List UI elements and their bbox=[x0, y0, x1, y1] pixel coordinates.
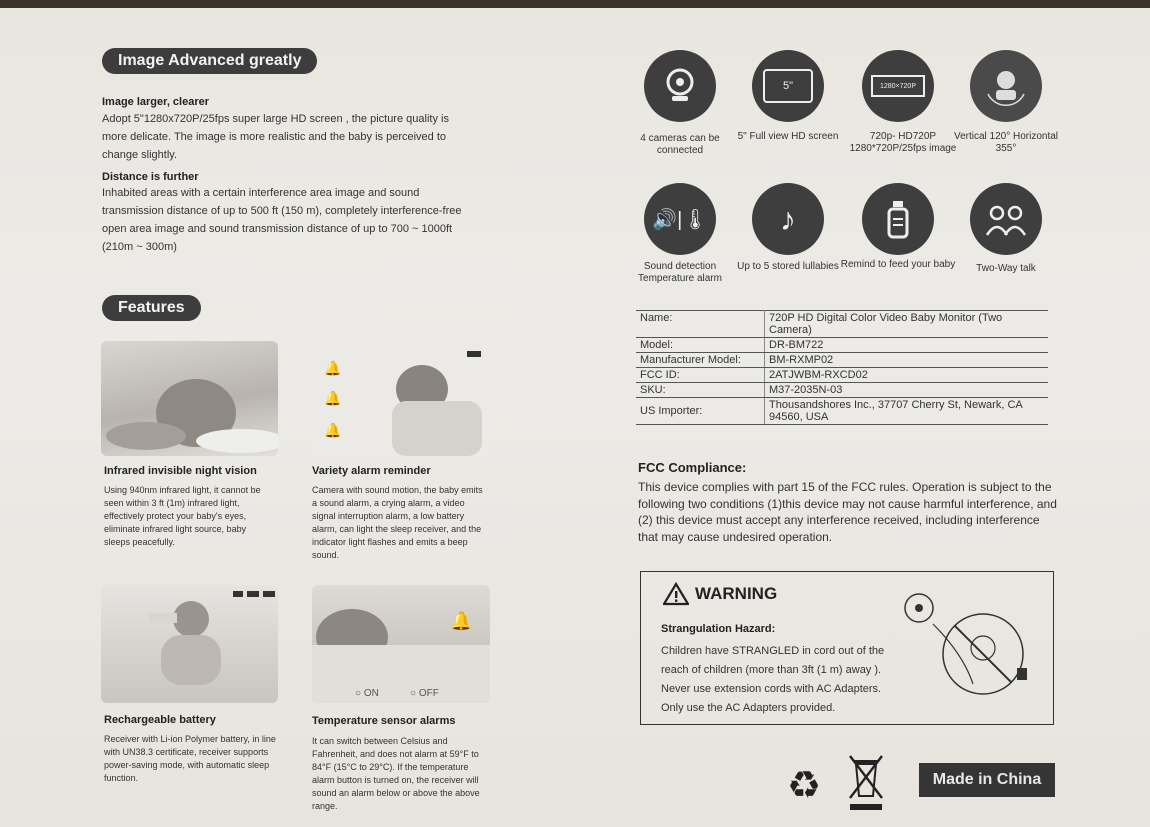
temperature-illustration bbox=[312, 585, 490, 703]
fcc-title: FCC Compliance: bbox=[638, 460, 747, 475]
alarm-icon: 🔔 bbox=[450, 611, 473, 631]
heading-image-larger: Image larger, clearer bbox=[102, 96, 210, 108]
table-row: Name: 720P HD Digital Color Video Baby Monitor (Two Camera) bbox=[636, 311, 1048, 338]
toggle-on-label: ○ ON bbox=[355, 688, 379, 699]
made-in-badge: Made in China bbox=[919, 763, 1055, 797]
battery-icon bbox=[233, 591, 243, 597]
alarm-icon: 🔔 bbox=[324, 390, 342, 406]
battery-icon bbox=[247, 591, 259, 597]
weee-bin-icon bbox=[846, 752, 886, 812]
feature-title: Temperature sensor alarms bbox=[312, 715, 456, 727]
sleeping-baby-illustration bbox=[101, 341, 278, 456]
monitor-icon: 5" bbox=[752, 50, 824, 122]
camera-icon bbox=[644, 50, 716, 122]
temperature-photo bbox=[312, 585, 490, 703]
feature-title: Infrared invisible night vision bbox=[104, 465, 257, 477]
rotation-icon bbox=[970, 50, 1042, 122]
spec-table bbox=[636, 310, 1048, 425]
icon-caption: 5" Full view HD screen bbox=[737, 131, 839, 142]
table-row: Manufacturer Model: BM-RXMP02 bbox=[636, 353, 1048, 368]
feature-desc: It can switch between Celsius and Fahrenheit, and does not alarm at 59°F to 84°F (15°C to 29°C). If the temperature alarm button is turned on, the receiver will sound an alarm below or above the above range. bbox=[312, 736, 480, 811]
warning-subtitle: Strangulation Hazard: bbox=[661, 623, 776, 635]
table-row: Model: DR-BM722 bbox=[636, 338, 1048, 353]
section-title-image: Image Advanced greatly bbox=[102, 48, 317, 74]
alarm-photo bbox=[312, 341, 490, 456]
heading-distance: Distance is further bbox=[102, 171, 199, 183]
feature-title: Variety alarm reminder bbox=[312, 465, 431, 477]
section-title-features: Features bbox=[102, 295, 201, 321]
product-box-back bbox=[0, 8, 1150, 827]
baby-bottle-illustration bbox=[101, 585, 278, 703]
lullaby-icon: ♪ bbox=[752, 183, 824, 255]
recycle-icon: ♻ bbox=[787, 765, 822, 807]
fcc-text: This device complies with part 15 of the FCC rules. Operation is subject to the following two conditions (1)this device may not cause harmful interference, and (2) this device must accept any interference received, including interference that may cause undesired operation. bbox=[638, 480, 1057, 544]
warning-text: Children have STRANGLED in cord out of the reach of children (more than 3ft (1 m) away ). Never use extension cords with AC Adapters. Only use the AC Adapters provided. bbox=[661, 645, 885, 714]
feature-desc: Using 940nm infrared light, it cannot be seen within 3 ft (1m) infrared light, effectively protect your baby's eyes, eliminate infrared light source, baby sleeps peacefully. bbox=[104, 485, 261, 547]
alarm-icon: 🔔 bbox=[324, 422, 342, 438]
feature-desc: Camera with sound motion, the baby emits a sound alarm, a crying alarm, a video signal interruption alarm, a low battery alarm, can light the sleep receiver, and the indicator light flashes and emits a beep sound. bbox=[312, 485, 483, 560]
icon-caption: Up to 5 stored lullabies bbox=[737, 261, 839, 272]
icon-caption: 720p- HD720P 1280*720P/25fps image bbox=[849, 131, 957, 154]
warning-title: WARNING bbox=[695, 584, 778, 603]
feature-title: Rechargeable battery bbox=[104, 714, 216, 726]
strangulation-hazard-icon bbox=[903, 584, 1043, 704]
icon-caption: Vertical 120° Horizontal 355° bbox=[953, 131, 1059, 154]
alarm-illustration bbox=[312, 341, 490, 456]
table-row: US Importer: Thousandshores Inc., 37707 Cherry St, Newark, CA 94560, USA bbox=[636, 398, 1048, 425]
warning-header bbox=[663, 582, 777, 606]
two-way-talk-icon bbox=[970, 183, 1042, 255]
text-image-larger: Adopt 5"1280x720P/25fps super large HD screen , the picture quality is more delicate. The image is more realistic and the baby is perceived to change slightly. bbox=[102, 113, 449, 161]
text-distance: Inhabited areas with a certain interference area image and sound transmission distance of up to 500 ft (150 m), completely interference-free open area image and sound transmission distance of up to 700 ~ 1000ft (210m ~ 300m) bbox=[102, 187, 462, 253]
battery-icon bbox=[467, 351, 481, 357]
toggle-off-label: ○ OFF bbox=[410, 688, 439, 699]
resolution-icon: 1280×720P bbox=[862, 50, 934, 122]
battery-icon bbox=[263, 591, 275, 597]
battery-photo bbox=[101, 585, 278, 703]
feature-desc: Receiver with Li-ion Polymer battery, in line with UN38.3 certificate, receiver supports power-saving mode, with automatic sleep function. bbox=[104, 734, 276, 783]
alarm-icon: 🔔 bbox=[324, 360, 342, 376]
warning-box bbox=[640, 571, 1054, 725]
icon-caption: Two-Way talk bbox=[976, 263, 1036, 274]
table-row: SKU: M37-2035N-03 bbox=[636, 383, 1048, 398]
icon-caption: 4 cameras can be connected bbox=[640, 133, 720, 156]
feeding-bottle-icon bbox=[862, 183, 934, 255]
icon-caption: Sound detection Temperature alarm bbox=[638, 261, 722, 284]
icon-caption: Remind to feed your baby bbox=[840, 259, 956, 270]
table-row: FCC ID: 2ATJWBM-RXCD02 bbox=[636, 368, 1048, 383]
warning-triangle-icon bbox=[663, 582, 689, 606]
sound-temperature-icon: 🔊|🌡 bbox=[644, 183, 716, 255]
night-vision-photo bbox=[101, 341, 278, 456]
